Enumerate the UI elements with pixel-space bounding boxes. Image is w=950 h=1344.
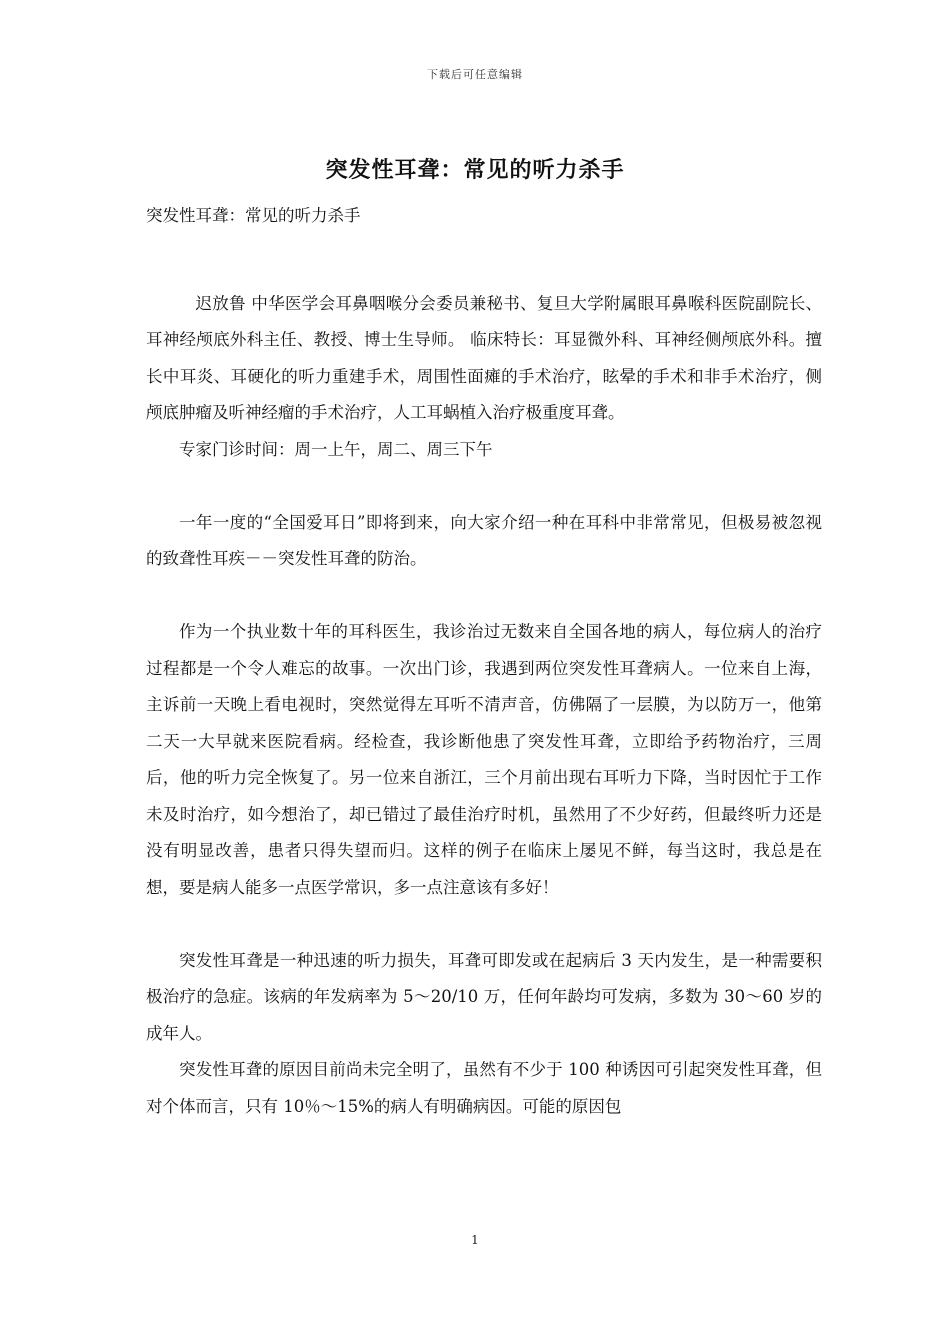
intro-paragraph: 一年一度的“全国爱耳日”即将到来，向大家介绍一种在耳科中非常常见，但极易被忽视的致聋性耳疾－－突发性耳聋的防治。: [146, 512, 822, 568]
document-title: 突发性耳聋：常见的听力杀手: [325, 157, 625, 183]
cases-paragraph: 作为一个执业数十年的耳科医生，我诊治过无数来自全国各地的病人，每位病人的治疗过程都是一个令人难忘的故事。一次出门诊，我遇到两位突发性耳聋病人。一位来自上海，主诉前一天晚上看电视时，突然觉得左耳听不清声音，仿佛隔了一层膜，为以防万一，他第二天一大早就来医院看病。经检查，我诊断他患了突发性耳聋，立即给予药物治疗，三周后，他的听力完全恢复了。另一位来自浙江，三个月前出现右耳听力下降，当时因忙于工作未及时治疗，如今想治了，却已错过了最佳治疗时机，虽然用了不少好药，但最终听力还是没有明显改善，患者只得失望而归。这样的例子在临床上屡见不鲜，每当这时，我总是在想，要是病人能多一点医学常识，多一点注意该有多好！: [146, 622, 822, 897]
author-bio-paragraph: 迟放鲁 中华医学会耳鼻咽喉分会委员兼秘书、复旦大学附属眼耳鼻喉科医院副院长、耳神经颅底外科主任、教授、博士生导师。 临床特长：耳显微外科、耳神经侧颅底外科。擅长中耳炎、耳硬化的听力重建手术，周围性面瘫的手术治疗，眩晕的手术和非手术治疗，侧颅底肿瘤及听神经瘤的手术治疗，人工耳蜗植入治疗极重度耳聋。: [146, 293, 822, 422]
document-subtitle: 突发性耳聋：常见的听力杀手: [146, 206, 361, 225]
header-note: 下载后可任意编辑: [427, 68, 523, 81]
page-number: 1: [471, 1233, 479, 1247]
document-body: [146, 198, 822, 1125]
clinic-hours-paragraph: 专家门诊时间：周一上午，周二、周三下午: [179, 439, 493, 459]
blank-line: [146, 578, 822, 615]
blank-line: [146, 235, 822, 286]
definition-paragraph: 突发性耳聋是一种迅速的听力损失，耳聋可即发或在起病后 3 天内发生，是一种需要积极治疗的急症。该病的年发病率为 5～20/10 万，任何年龄均可发病，多数为 30～60 岁的成年人。: [146, 950, 822, 1043]
blank-line: [146, 906, 822, 943]
causes-paragraph: 突发性耳聋的原因目前尚未完全明了，虽然有不少于 100 种诱因可引起突发性耳聋，但对个体而言，只有 10％～15%的病人有明确病因。可能的原因包: [146, 1060, 822, 1116]
blank-line: [146, 468, 822, 505]
